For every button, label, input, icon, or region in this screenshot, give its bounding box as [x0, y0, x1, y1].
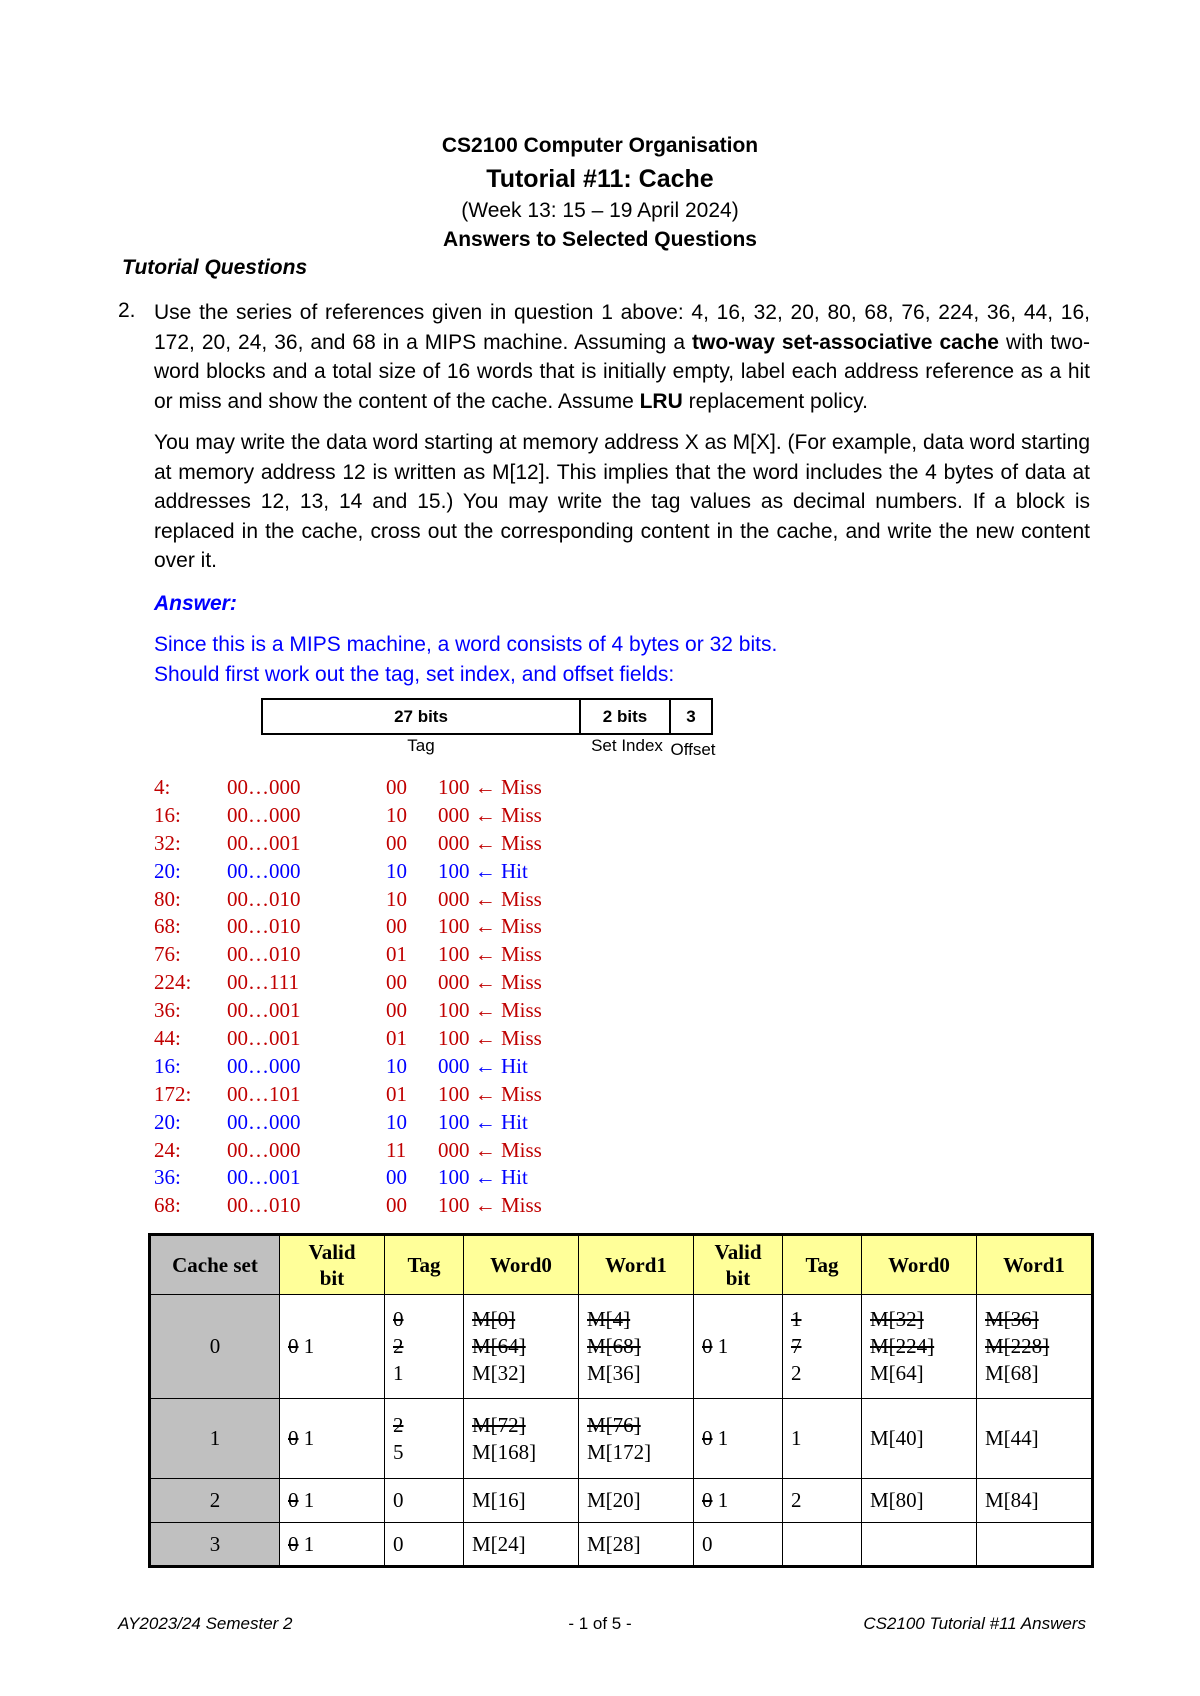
reference-address: 224:: [154, 970, 192, 995]
reference-result: Miss: [501, 914, 542, 939]
question-paragraph-1: Use the series of references given in question 1 above: 4, 16, 32, 20, 80, 68, 76, 224, 36, 44, 16, 172, 20, 24, 36, and 68 in a MIPS machine. Assuming a two-way set-associative cache with two-word blocks and a total size of 16 words that is initially empty, label each address reference as a hit or miss and show the content of the cache. Assume LRU replacement policy.: [154, 301, 1090, 413]
crossed-out-value: 0: [702, 1334, 713, 1358]
footer-semester: AY2023/24 Semester 2: [118, 1614, 293, 1633]
reference-address: 80:: [154, 886, 181, 911]
cache-cell: [385, 1523, 464, 1567]
cache-header-cell: Cache set: [150, 1235, 280, 1295]
left-arrow-icon: ←: [474, 1109, 496, 1134]
left-arrow-icon: ←: [474, 998, 496, 1023]
cell-value: M[24]: [472, 1531, 526, 1556]
reference-tag-bits: 00…001: [227, 1026, 301, 1051]
cache-set-index: 3: [150, 1523, 280, 1567]
crossed-out-value: 0: [288, 1488, 299, 1512]
left-arrow-icon: ←: [474, 1137, 496, 1162]
reference-offset-bits: 100: [438, 1193, 470, 1218]
cell-value: 1: [393, 1361, 404, 1385]
left-arrow-icon: ←: [474, 1165, 496, 1190]
cell-value: 1: [298, 1334, 315, 1358]
reference-index-bits: 00: [386, 830, 407, 855]
cache-set-row: [150, 1479, 1093, 1523]
cell-value: 5: [393, 1439, 404, 1464]
reference-offset-bits: 000: [438, 886, 470, 911]
cell-value: 1: [791, 1426, 802, 1450]
reference-result: Hit: [501, 1109, 528, 1134]
reference-address: 44:: [154, 1026, 181, 1051]
crossed-out-value: M[228]: [985, 1334, 1050, 1358]
offset-field-label: Offset: [670, 740, 716, 759]
question-paragraph-2: You may write the data word starting at memory address X as M[X]. (For example, data word starting at memory address 12 is written as M[12]. This implies that the word includes the 4 bytes of data at addresses 12, 13, 14 and 15.) You may write the tag values as decimal numbers. If a block is replaced in the cache, cross out the corresponding content in the cache, and write the new content over it.: [154, 431, 1090, 572]
cache-cell: [862, 1399, 977, 1479]
cache-cell: [464, 1523, 579, 1567]
reference-tag-bits: 00…000: [227, 775, 301, 799]
cache-cell: [783, 1399, 862, 1479]
cache-cell: [694, 1523, 783, 1567]
cell-value: M[16]: [472, 1488, 526, 1512]
reference-address: 32:: [154, 830, 181, 855]
cell-value: 1: [712, 1426, 729, 1450]
reference-offset-bits: 100: [438, 858, 470, 883]
reference-address: 16:: [154, 1053, 181, 1078]
crossed-out-value: M[36]: [985, 1307, 1039, 1331]
cache-cell: [783, 1523, 862, 1567]
week-dates: (Week 13: 15 – 19 April 2024): [461, 199, 739, 222]
cache-cell: [862, 1479, 977, 1523]
cache-header-cell: Tag: [385, 1235, 464, 1295]
footer-page-number: - 1 of 5 -: [568, 1614, 632, 1633]
cell-value: M[80]: [870, 1488, 924, 1512]
crossed-out-value: M[72]: [472, 1412, 526, 1437]
reference-index-bits: 10: [386, 858, 407, 883]
answer-label: Answer:: [154, 592, 237, 615]
reference-tag-bits: 00…010: [227, 914, 301, 939]
reference-row: [154, 1025, 542, 1053]
cache-cell: [694, 1479, 783, 1523]
left-arrow-icon: ←: [474, 858, 496, 883]
crossed-out-value: M[224]: [870, 1334, 935, 1358]
crossed-out-value: 0: [288, 1334, 299, 1358]
reference-tag-bits: 00…010: [227, 1193, 301, 1218]
cell-value: 0: [702, 1531, 713, 1556]
cache-cell: [464, 1399, 579, 1479]
reference-index-bits: 00: [386, 1165, 407, 1190]
cache-set-row: [150, 1399, 1093, 1479]
cache-cell: [862, 1523, 977, 1567]
reference-address: 16:: [154, 802, 181, 827]
cache-cell: [694, 1295, 783, 1399]
cell-value: M[68]: [985, 1361, 1039, 1385]
crossed-out-value: 2: [393, 1334, 404, 1358]
crossed-out-value: M[0]: [472, 1307, 516, 1331]
reference-row: [154, 1137, 542, 1165]
reference-result: Miss: [501, 1026, 542, 1051]
reference-index-bits: 00: [386, 970, 407, 995]
cell-value: 1: [298, 1488, 315, 1512]
reference-result: Miss: [501, 1137, 542, 1162]
reference-result: Miss: [501, 1193, 542, 1218]
cell-value: 1: [712, 1334, 729, 1358]
cache-set-index: 0: [150, 1295, 280, 1399]
reference-address: 20:: [154, 858, 181, 883]
cache-cell: [977, 1295, 1093, 1399]
reference-tag-bits: 00…000: [227, 1137, 301, 1162]
reference-index-bits: 10: [386, 1109, 407, 1134]
footer-doc-title: CS2100 Tutorial #11 Answers: [863, 1614, 1086, 1633]
reference-tag-bits: 00…001: [227, 998, 301, 1023]
left-arrow-icon: ←: [474, 1081, 496, 1106]
cache-cell: [783, 1479, 862, 1523]
cache-cell: [579, 1479, 694, 1523]
reference-offset-bits: 100: [438, 1109, 470, 1134]
cell-value: M[20]: [587, 1488, 641, 1512]
reference-index-bits: 00: [386, 775, 407, 799]
cache-cell: [280, 1295, 385, 1399]
cache-cell: [862, 1295, 977, 1399]
reference-index-bits: 10: [386, 1053, 407, 1078]
reference-tag-bits: 00…000: [227, 858, 301, 883]
cell-value: M[40]: [870, 1426, 924, 1450]
crossed-out-value: 0: [702, 1426, 713, 1450]
reference-row: [154, 1053, 542, 1081]
cell-value: M[84]: [985, 1488, 1039, 1512]
reference-tag-bits: 00…010: [227, 942, 301, 967]
crossed-out-value: 2: [393, 1412, 404, 1437]
reference-tag-bits: 00…000: [227, 1053, 301, 1078]
cache-set-index: 1: [150, 1399, 280, 1479]
reference-index-bits: 11: [386, 1137, 407, 1162]
reference-address: 76:: [154, 942, 181, 967]
crossed-out-value: 0: [702, 1488, 713, 1512]
cache-cell: [280, 1479, 385, 1523]
cell-value: M[36]: [587, 1361, 641, 1385]
crossed-out-value: 0: [288, 1531, 299, 1556]
cache-header-cell: Valid bit: [280, 1235, 385, 1295]
reference-offset-bits: 000: [438, 1137, 470, 1162]
question-number: 2.: [118, 299, 136, 322]
crossed-out-value: M[32]: [870, 1307, 924, 1331]
reference-index-bits: 01: [386, 1026, 407, 1051]
cache-set-row: [150, 1295, 1093, 1399]
cache-cell: [977, 1523, 1093, 1567]
crossed-out-value: M[76]: [587, 1412, 641, 1437]
reference-row: [154, 830, 542, 858]
reference-tag-bits: 00…001: [227, 830, 301, 855]
reference-row: [154, 941, 542, 969]
reference-offset-bits: 100: [438, 1026, 470, 1051]
crossed-out-value: 1: [791, 1307, 802, 1331]
cache-cell: [280, 1399, 385, 1479]
reference-offset-bits: 000: [438, 970, 470, 995]
reference-offset-bits: 000: [438, 802, 470, 827]
reference-row: [154, 802, 542, 830]
cell-value: M[168]: [472, 1439, 537, 1464]
reference-row: [154, 969, 542, 997]
cell-value: M[64]: [870, 1361, 924, 1385]
reference-result: Miss: [501, 775, 542, 799]
cache-cell: [385, 1295, 464, 1399]
reference-address: 36:: [154, 998, 181, 1023]
cache-set-index: 2: [150, 1479, 280, 1523]
crossed-out-value: 7: [791, 1334, 802, 1358]
index-field-label: Set Index: [591, 736, 663, 755]
reference-row: [154, 886, 542, 914]
cache-cell: [385, 1479, 464, 1523]
reference-offset-bits: 100: [438, 1165, 470, 1190]
left-arrow-icon: ←: [474, 802, 496, 827]
crossed-out-value: 0: [288, 1426, 299, 1450]
reference-result: Miss: [501, 942, 542, 967]
address-reference-list: [154, 774, 542, 1220]
reference-row: [154, 774, 542, 802]
reference-row: [154, 997, 542, 1025]
reference-address: 4:: [154, 775, 171, 799]
cache-content-table: [148, 1233, 1094, 1568]
cell-value: 1: [712, 1488, 729, 1512]
reference-result: Miss: [501, 802, 542, 827]
left-arrow-icon: ←: [474, 970, 496, 995]
cache-cell: [280, 1523, 385, 1567]
reference-result: Miss: [501, 1081, 542, 1106]
tutorial-title: Tutorial #11: Cache: [486, 165, 714, 193]
reference-tag-bits: 00…111: [227, 970, 299, 995]
section-title: Tutorial Questions: [122, 256, 308, 279]
reference-address: 20:: [154, 1109, 181, 1134]
reference-row: [154, 858, 542, 886]
left-arrow-icon: ←: [474, 830, 496, 855]
cell-value: 2: [791, 1361, 802, 1385]
cache-header-cell: Word0: [862, 1235, 977, 1295]
left-arrow-icon: ←: [474, 942, 496, 967]
reference-address: 172:: [154, 1081, 192, 1106]
answer-line-1: Since this is a MIPS machine, a word consists of 4 bytes or 32 bits.: [154, 633, 778, 656]
reference-address: 36:: [154, 1165, 181, 1190]
reference-row: [154, 1164, 542, 1192]
reference-offset-bits: 100: [438, 914, 470, 939]
cache-header-cell: Word1: [977, 1235, 1093, 1295]
cache-header-cell: Word1: [579, 1235, 694, 1295]
cell-value: 0: [393, 1531, 404, 1556]
tag-field-box: 27 bits: [261, 698, 581, 735]
reference-row: [154, 1081, 542, 1109]
cache-cell: [464, 1295, 579, 1399]
subtitle: Answers to Selected Questions: [443, 228, 757, 251]
cache-cell: [977, 1399, 1093, 1479]
cache-cell: [385, 1399, 464, 1479]
cache-cell: [579, 1399, 694, 1479]
cell-value: M[172]: [587, 1439, 652, 1464]
cell-value: 0: [393, 1488, 404, 1512]
left-arrow-icon: ←: [474, 914, 496, 939]
cell-value: M[28]: [587, 1531, 641, 1556]
index-field-box: 2 bits: [579, 698, 671, 735]
reference-address: 68:: [154, 914, 181, 939]
reference-row: [154, 1109, 542, 1137]
cache-cell: [579, 1295, 694, 1399]
reference-index-bits: 10: [386, 802, 407, 827]
cache-cell: [694, 1399, 783, 1479]
reference-offset-bits: 000: [438, 1053, 470, 1078]
cache-cell: [783, 1295, 862, 1399]
reference-address: 24:: [154, 1137, 181, 1162]
reference-offset-bits: 000: [438, 830, 470, 855]
crossed-out-value: 0: [393, 1307, 404, 1331]
tag-field-label: Tag: [407, 736, 435, 755]
cell-value: 1: [298, 1531, 315, 1556]
reference-index-bits: 01: [386, 1081, 407, 1106]
reference-index-bits: 10: [386, 886, 407, 911]
reference-result: Miss: [501, 886, 542, 911]
reference-tag-bits: 00…001: [227, 1165, 301, 1190]
reference-index-bits: 00: [386, 914, 407, 939]
left-arrow-icon: ←: [474, 775, 496, 799]
reference-tag-bits: 00…010: [227, 886, 301, 911]
reference-offset-bits: 100: [438, 942, 470, 967]
reference-result: Hit: [501, 1053, 528, 1078]
left-arrow-icon: ←: [474, 1193, 496, 1218]
left-arrow-icon: ←: [474, 1026, 496, 1051]
cache-header-cell: Word0: [464, 1235, 579, 1295]
reference-result: Miss: [501, 998, 542, 1023]
answer-line-2: Should first work out the tag, set index, and offset fields:: [154, 663, 675, 686]
reference-index-bits: 01: [386, 942, 407, 967]
cache-set-row: [150, 1523, 1093, 1567]
cache-header-cell: Valid bit: [694, 1235, 783, 1295]
crossed-out-value: M[64]: [472, 1334, 526, 1358]
reference-offset-bits: 100: [438, 998, 470, 1023]
reference-index-bits: 00: [386, 1193, 407, 1218]
left-arrow-icon: ←: [474, 1053, 496, 1078]
reference-offset-bits: 100: [438, 1081, 470, 1106]
cache-header-cell: Tag: [783, 1235, 862, 1295]
reference-result: Miss: [501, 830, 542, 855]
reference-result: Hit: [501, 858, 528, 883]
left-arrow-icon: ←: [474, 886, 496, 911]
cell-value: 2: [791, 1488, 802, 1512]
reference-tag-bits: 00…000: [227, 1109, 301, 1134]
crossed-out-value: M[4]: [587, 1307, 631, 1331]
crossed-out-value: M[68]: [587, 1334, 641, 1358]
cell-value: M[44]: [985, 1426, 1039, 1450]
reference-row: [154, 1192, 542, 1220]
reference-offset-bits: 100: [438, 775, 470, 799]
cache-cell: [464, 1479, 579, 1523]
reference-result: Miss: [501, 970, 542, 995]
cache-cell: [977, 1479, 1093, 1523]
reference-tag-bits: 00…000: [227, 802, 301, 827]
reference-address: 68:: [154, 1193, 181, 1218]
offset-field-box: 3: [669, 698, 713, 735]
cell-value: M[32]: [472, 1361, 526, 1385]
reference-row: [154, 913, 542, 941]
course-title: CS2100 Computer Organisation: [441, 134, 759, 157]
reference-index-bits: 00: [386, 998, 407, 1023]
reference-result: Hit: [501, 1165, 528, 1190]
reference-tag-bits: 00…101: [227, 1081, 301, 1106]
cache-cell: [579, 1523, 694, 1567]
cell-value: 1: [298, 1426, 315, 1450]
cache-table-header: [150, 1235, 1093, 1295]
